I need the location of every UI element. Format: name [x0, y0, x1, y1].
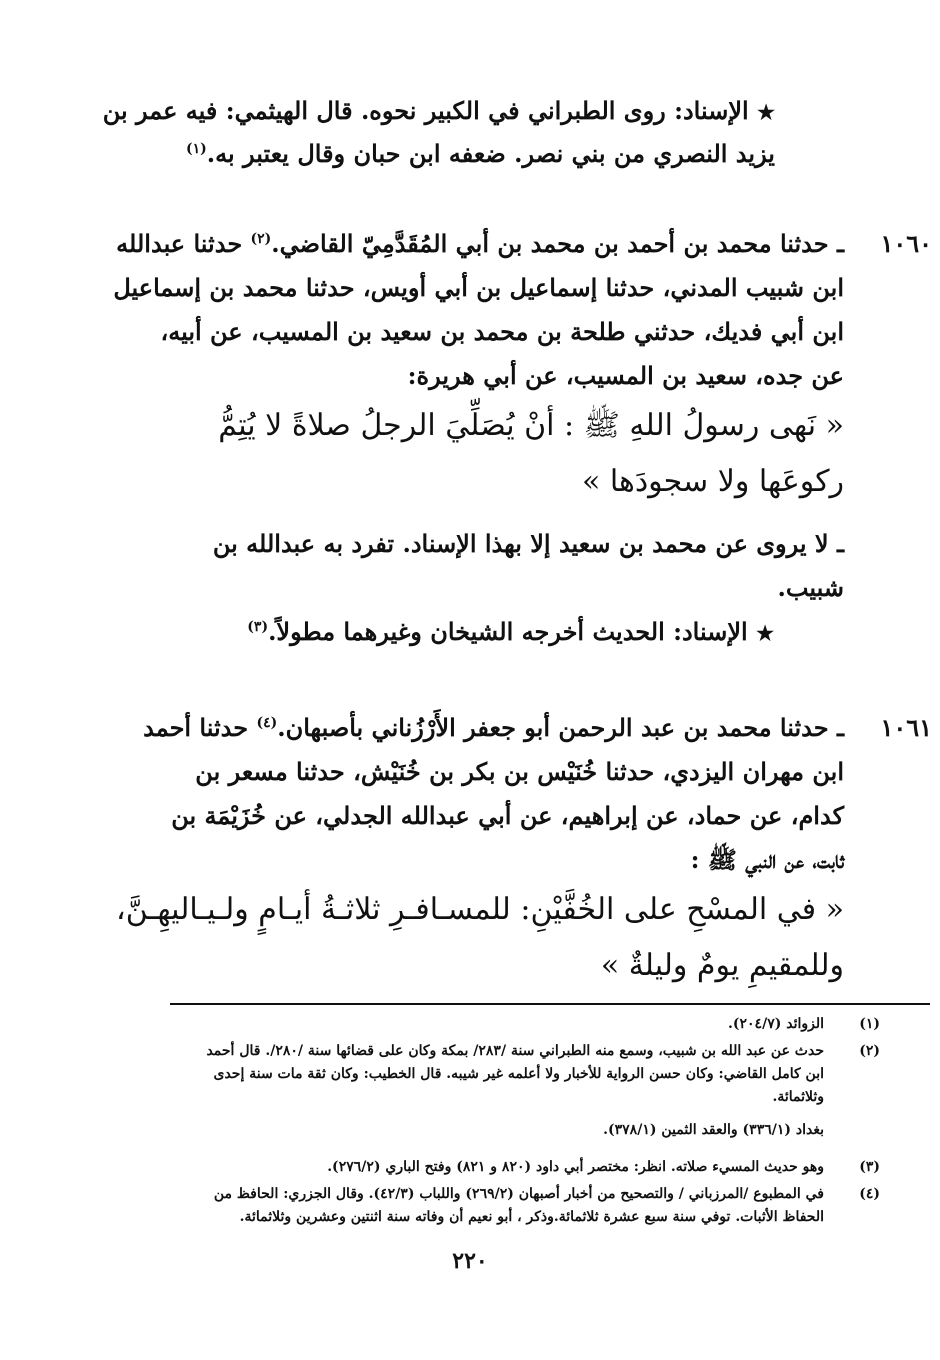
isnad-note-2 — [64, 610, 844, 655]
hadith-chain-3: ابن أبي فديك، حدثني طلحة بن محمد بن سعيد بن المسيب، عن أبيه، — [160, 317, 844, 346]
footnote-ref-4[interactable]: (٤) — [256, 715, 278, 731]
hadith-remark-2: شبيب. — [777, 573, 844, 602]
isnad-label: الإسناد: — [674, 96, 749, 125]
hadith-number: ١٠٦١ — [880, 713, 932, 742]
isnad-label: الإسناد: — [673, 617, 748, 646]
hadith-1061-line-1 — [64, 706, 844, 750]
page-number: ٢٢٠ — [452, 1248, 488, 1274]
footnote-text: وثلاثمائة. — [772, 1089, 824, 1105]
footnote-text: ابن كامل القاضي: وكان حسن الرواية للأخبار ولا أعلمه غير شيبه. قال الخطيب: وكان ثقة مات سنة إحدى — [213, 1066, 824, 1082]
hadith-remark-1: ـ لا يروى عن محمد بن سعيد إلا بهذا الإسناد. تفرد به عبدالله بن — [212, 529, 844, 558]
hadith-chain-2: ابن شبيب المدني، حدثنا إسماعيل بن أبي أويس، حدثنا محمد بن إسماعيل — [113, 273, 844, 302]
footnote-divider — [170, 1003, 930, 1005]
footnote-number: (١) — [859, 1016, 880, 1032]
hadith-chain-1: حدثنا محمد بن أحمد بن محمد بن أبي المُقَدَّمِيّ القاضي. — [271, 229, 829, 258]
isnad-note-1-line-1 — [65, 90, 775, 133]
hadith-1061 — [64, 706, 932, 994]
footnote-ref-3[interactable]: (٣) — [247, 619, 269, 635]
hadith-1060 — [64, 222, 932, 655]
footnote-number: (٢) — [859, 1043, 880, 1059]
hadith-1060-line-1 — [64, 222, 844, 266]
hadith-chain-2: ابن مهران اليزدي، حدثنا خُنَيْس بن بكر بن خُنَيْش، حدثنا مسعر بن — [195, 757, 844, 786]
hadith-chain-1-tail: حدثنا عبدالله — [116, 229, 243, 258]
hadith-text-2: ركوعَها ولا سجودَها » — [581, 464, 844, 499]
hadith-chain-1: حدثنا محمد بن عبد الرحمن أبو جعفر الأَرْزُناني بأصبهان. — [277, 713, 829, 742]
footnote-text: حدث عن عبد الله بن شبيب، وسمع منه الطبراني سنة /٢٨٣/ بمكة وكان على قضائها سنة /٢٨٠/. قال أحمد — [206, 1043, 824, 1059]
hadith-text-2: وللمقيمِ يومٌ وليلةٌ » — [600, 948, 844, 983]
footnote-ref-1[interactable]: (١) — [185, 141, 207, 157]
footnote-number: (٣) — [859, 1159, 880, 1175]
hadith-dash: ـ — [836, 229, 844, 258]
hadith-chain-4: عن جده، سعيد بن المسيب، عن أبي هريرة: — [407, 361, 844, 390]
hadith-chain-4: ثابت، عن النبي ﷺ : — [690, 845, 844, 874]
star-icon: ★ — [756, 621, 774, 645]
footnote-4 — [70, 1183, 880, 1229]
isnad-text-1: روى الطبراني في الكبير نحوه. قال الهيثمي: فيه عمر بن — [102, 96, 666, 125]
footnote-ref-2[interactable]: (٢) — [250, 231, 272, 247]
footnote-text: الحفاظ الأثبات. توفي سنة سبع عشرة ثلاثمائة.وذكر ، أبو نعيم أن وفاته سنة اثنتين وعشرين وثلاثمائة. — [239, 1209, 824, 1225]
footnote-text: في المطبوع /المرزباني / والتصحيح من أخبار أصبهان (٢٦٩/٢) واللباب (٤٢/٣). وقال الجزري: الحافظ من — [213, 1186, 824, 1202]
hadith-number: ١٠٦٠ — [880, 229, 932, 258]
star-icon: ★ — [757, 100, 775, 124]
hadith-dash: ـ — [836, 713, 844, 742]
isnad-note-1 — [65, 90, 775, 175]
footnote-text: بغداد (٣٣٦/١) والعقد الثمين (٣٧٨/١). — [603, 1122, 824, 1138]
footnote-text: وهو حديث المسيء صلاته. انظر: مختصر أبي داود (٨٢٠ و ٨٢١) وفتح الباري (٢٧٦/٢). — [327, 1159, 824, 1175]
hadith-chain-3: كدام، عن حماد، عن إبراهيم، عن أبي عبدالله الجدلي، عن خُزَيْمَة بن — [171, 801, 844, 830]
isnad-text: الحديث أخرجه الشيخان وغيرهما مطولاً. — [268, 617, 665, 646]
footnote-number: (٤) — [859, 1186, 880, 1202]
hadith-text-1: « في المسْحِ على الخُفَّيْنِ: للمسـافـرِ ثلاثـةُ أيـامٍ ولـيـاليهِـنَّ، — [116, 892, 844, 927]
footnote-1 — [70, 1013, 880, 1036]
hadith-text-1: « نَهى رسولُ اللهِ ﷺ : أنْ يُصَلِّيَ الرجلُ صلاةً لا يُتِمُّ — [218, 408, 844, 443]
footnote-text: الزوائد (٢٠٤/٧). — [728, 1016, 824, 1032]
isnad-text-2: يزيد النصري من بني نصر. ضعفه ابن حبان وقال يعتبر به. — [206, 139, 775, 168]
footnote-3 — [70, 1156, 880, 1179]
footnote-2 — [70, 1040, 880, 1142]
isnad-note-1-line-2 — [65, 133, 775, 175]
hadith-chain-1-tail: حدثنا أحمد — [143, 713, 249, 742]
